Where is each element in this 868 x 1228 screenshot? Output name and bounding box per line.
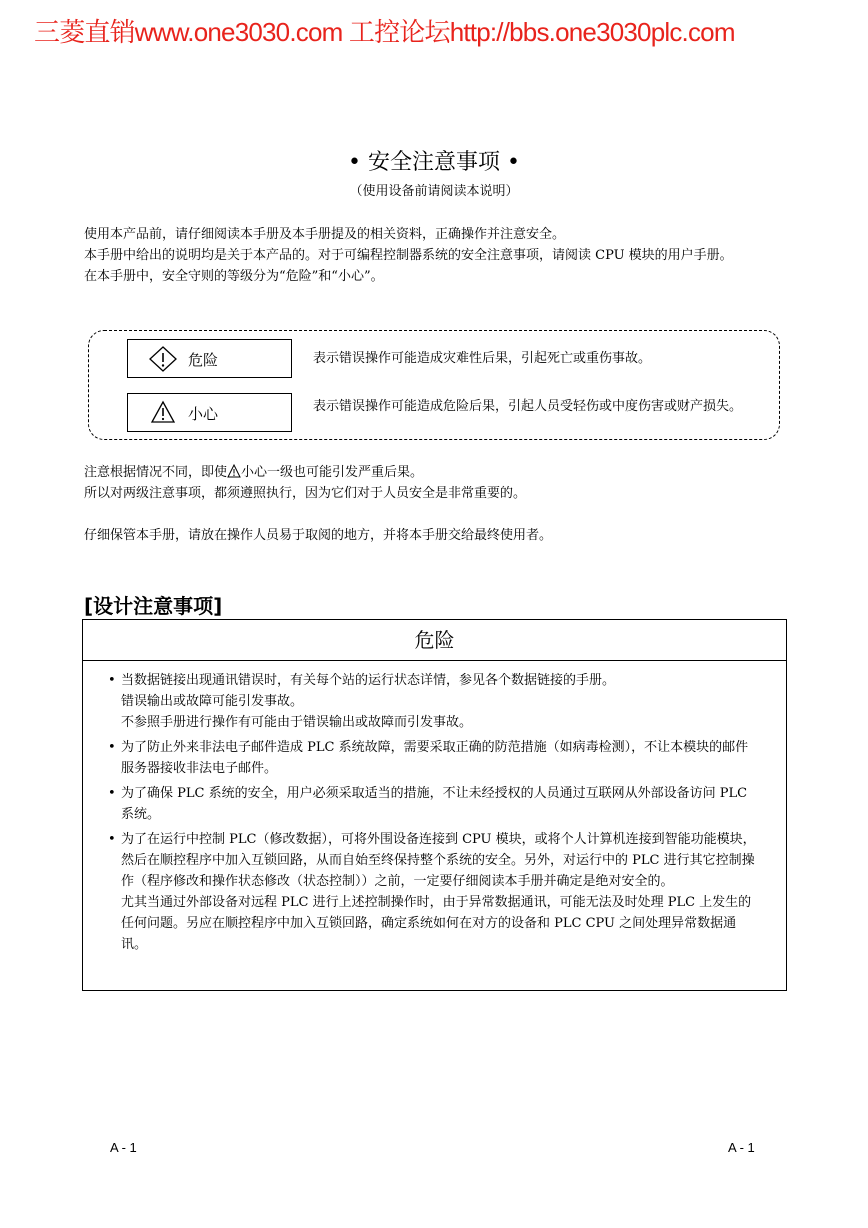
note-line xyxy=(84,462,784,483)
list-item xyxy=(83,783,786,825)
intro-line: 在本手册中，安全守则的等级分为“危险”和“小心”。 xyxy=(84,269,384,284)
danger-level-description: 表示错误操作可能造成灾难性后果，引起死亡或重伤事故。 xyxy=(313,351,652,366)
watermark-banner: 三菱直销www.one3030.com 工控论坛http://bbs.one3030plc.com xyxy=(34,17,735,47)
intro-line: 使用本产品前，请仔细阅读本手册及本手册提及的相关资料，正确操作并注意安全。 xyxy=(84,227,566,242)
item-line: 错误输出或故障可能引发事故。 xyxy=(121,694,304,709)
danger-level-box xyxy=(127,339,292,378)
list-item xyxy=(83,670,786,733)
bullet-icon: • xyxy=(108,786,116,801)
item-line: 为了在运行中控制 PLC（修改数据），可将外围设备连接到 CPU 模块，或将个人计算机连接到智能功能模块，然后在顺控程序中加入互锁回路，从而自始至终保持整个系统的安全。另外，对运行中的 PLC 进行其它控制操作（程序修改和操作状态修改（状态控制））之前，一定要仔细阅读本手册并确定是绝对安全的。 xyxy=(121,832,756,889)
danger-box-title: 危险 xyxy=(83,620,786,661)
bullet-icon: • xyxy=(108,832,116,847)
note-line: 仔细保管本手册，请放在操作人员易于取阅的地方，并将本手册交给最终使用者。 xyxy=(84,528,553,543)
bullet-icon: • xyxy=(108,740,116,755)
item-line: 不参照手册进行操作有可能由于错误输出或故障而引发事故。 xyxy=(121,715,473,730)
item-line: 为了防止外来非法电子邮件造成 PLC 系统故障，需要采取正确的防范措施（如病毒检测），不让本模块的邮件服务器接收非法电子邮件。 xyxy=(121,740,749,776)
note-line: 所以对两级注意事项，都须遵照执行，因为它们对于人员安全是非常重要的。 xyxy=(84,486,527,501)
precaution-list xyxy=(83,661,786,955)
caution-level-description: 表示错误操作可能造成危险后果，引起人员受轻伤或中度伤害或财产损失。 xyxy=(313,399,743,414)
page-number-left: A - 1 xyxy=(110,1140,137,1155)
intro-line: 本手册中给出的说明均是关于本产品的。对于可编程控制器系统的安全注意事项，请阅读 CPU 模块的用户手册。 xyxy=(84,248,733,263)
notes-block xyxy=(84,462,784,546)
item-line: 为了确保 PLC 系统的安全，用户必须采取适当的措施，不让未经授权的人员通过互联网从外部设备访问 PLC 系统。 xyxy=(121,786,748,822)
danger-diamond-icon xyxy=(148,346,178,372)
section-heading: [设计注意事项] xyxy=(84,594,223,618)
page-number-right: A - 1 xyxy=(728,1140,755,1155)
caution-level-label: 小心 xyxy=(188,405,219,423)
caution-triangle-icon xyxy=(150,400,176,424)
note-text: 注意根据情况不同，即使 xyxy=(84,465,228,480)
list-item xyxy=(83,737,786,779)
danger-level-label: 危险 xyxy=(188,351,219,369)
intro-paragraphs xyxy=(84,224,784,287)
page-title: • 安全注意事项 • xyxy=(348,150,520,175)
list-item xyxy=(83,829,786,955)
item-line: 当数据链接出现通讯错误时，有关每个站的运行状态详情，参见各个数据链接的手册。 xyxy=(121,673,616,688)
caution-level-box xyxy=(127,393,292,432)
item-line: 尤其当通过外部设备对远程 PLC 进行上述控制操作时，由于异常数据通讯，可能无法及时处理 PLC 上发生的任何问题。另应在顺控程序中加入互锁回路，确定系统如何在对方的设备和 PLC CPU 之间处理异常数据通讯。 xyxy=(121,895,752,952)
caution-triangle-icon xyxy=(227,464,241,478)
bullet-icon: • xyxy=(108,673,116,688)
page-subtitle: （使用设备前请阅读本说明） xyxy=(349,184,519,199)
note-text: 小心一级也可能引发严重后果。 xyxy=(241,465,424,480)
danger-precautions-box xyxy=(82,619,787,991)
